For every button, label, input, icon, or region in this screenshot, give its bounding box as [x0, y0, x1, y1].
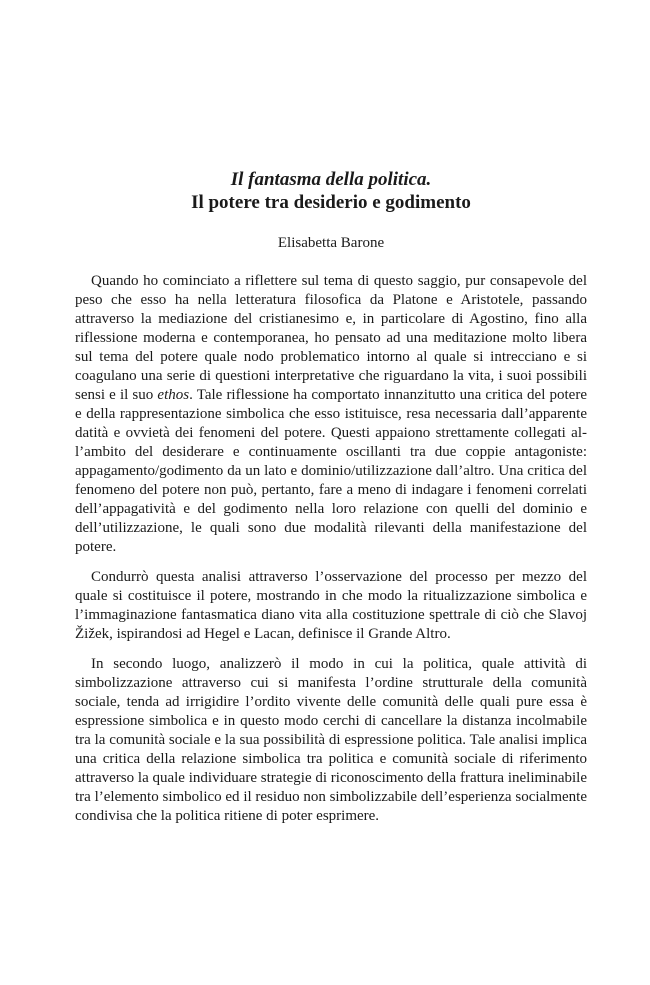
paragraph-2: Condurrò questa analisi attraverso l’osservazione del processo per mezzo del quale si costituisce il potere, mostrando in che modo la ritualizzazione simbolica e l’immaginazione fantasmatica diano vita alla costituzione spettrale di ciò che Slavoj Žižek, ispirandosi ad Hegel e Lacan, definisce il Grande Altro. [75, 569, 587, 642]
article-body [75, 272, 587, 826]
article-page [75, 168, 587, 826]
paragraph-1-emphasis: ethos [157, 387, 190, 403]
article-title [75, 168, 587, 214]
title-main: Il fantasma della politica. [230, 169, 432, 190]
author-name: Elisabetta Barone [277, 235, 385, 251]
paragraph-1-text-before: Quando ho cominciato a riflettere sul tema di questo saggio, pur consapevole del peso che esso ha nella letteratura filosofica da Platone e Aristotele, passando attraverso la mediazione del cristianesimo e, in particolare di Agostino, fino alla riflessione moderna e contemporanea, ho pensato ad una meditazione molto libera sul tema del potere quale nodo problematico intorno al quale si intrecciano e si coagulano una serie di questioni interpretative che riguardano la vita, i suoi possibili sensi e il suo [75, 273, 587, 403]
title-subtitle: Il potere tra desiderio e godimento [191, 192, 471, 213]
paragraph-1-text-after: . Tale riflessione ha comportato innanzitutto una critica del potere e della rappresentazione simbolica che esso istituisce, resa necessaria dall’apparente datità e ovvietà dei fenomeni del potere. Questi appaiono strettamente collegati all’ambito del desiderare e continuamente oscillanti tra due coppie antagoniste: appagamento/godimento da un lato e dominio/utilizzazione dall’altro. Una critica del fenomeno del potere non può, pertanto, fare a meno di indagare i fenomeni correlati dell’appagatività e del godimento nella loro relazione con quelli del dominio e dell’utilizzazione, le quali sono due modalità rilevanti della manifestazione del potere. [75, 387, 587, 555]
paragraph-1 [75, 272, 587, 557]
paragraph-3: In secondo luogo, analizzerò il modo in cui la politica, quale attività di simbolizzazione attraverso cui si manifesta l’ordine strutturale della comunità sociale, tenda ad irrigidire l’ordito vivente delle comunità delle quali pure essa è espressione simbolica e in questo modo cerchi di cancellare la distanza incolmabile tra la comunità sociale e la sua possibilità di espressione politica. Tale analisi implica una critica della relazione simbolica tra politica e comunità sociale di riferimento attraverso la quale individuare strategie di riconoscimento della frattura ineliminabile tra l’elemento simbolico ed il residuo non simbolizzabile dell’esperienza socialmente condivisa che la politica ritiene di poter esprimere. [75, 656, 587, 824]
